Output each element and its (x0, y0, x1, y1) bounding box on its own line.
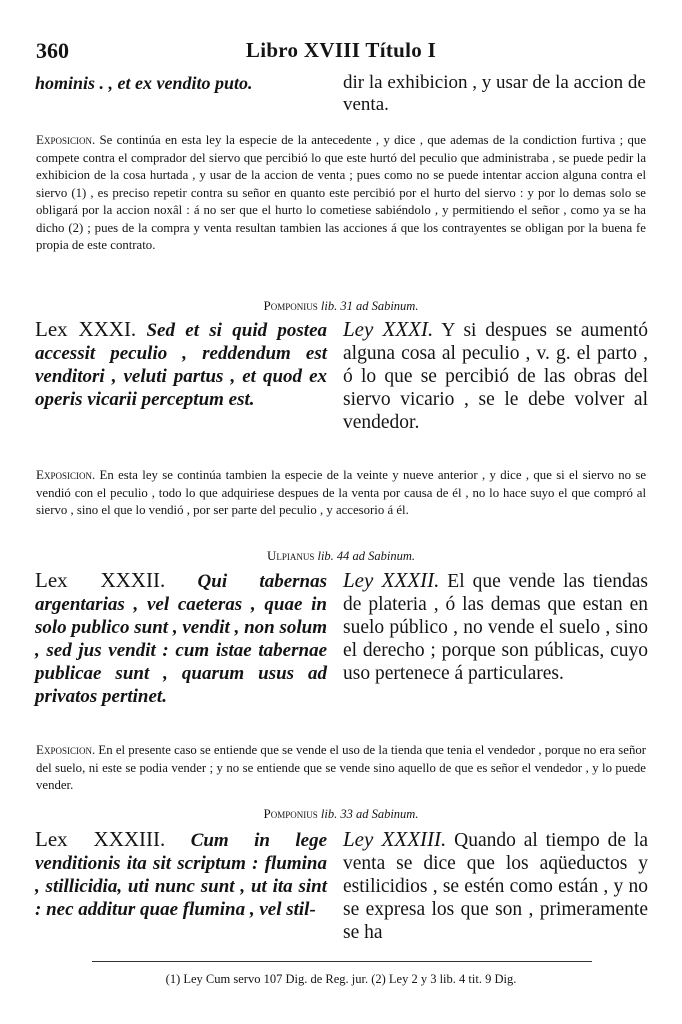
law-31-latin (35, 318, 327, 411)
exposition-text: En el presente caso se entiende que se vende el uso de la tienda que tenia el vendedor , porque no era señor del suelo, ni este se podia vender ; y no se entiende que se vende sino aquello de que es señor el vendedor , y lo puede vender. (36, 743, 646, 792)
law-33-latin-text: Cum in lege venditionis ita sit scriptum : flumina , stillicidia, uti nunc sunt , ut ita sint : nec additur quae flumina , vel stil- (35, 830, 328, 920)
continuation-block (35, 72, 645, 120)
source-author: Ulpianus (266, 548, 315, 563)
page-number: 360 (36, 38, 69, 63)
source-ref: lib. 31 ad Sabinum. (320, 299, 419, 313)
exposition-text: Se continúa en esta ley la especie de la antecedente , y dice , que ademas de la condiction furtiva ; que compete contra el comprador del siervo que percibió lo que este hurtó del peculio que administraba , se puede pedir la exhibicion de la cosa hurtada , y usar de la accion de venta ; pues como no se puede intentar accion alguna contra el siervo (1) , es preciso repetir contra su señor en quanto este percibió por el hurto del siervo : y por lo demas solo se obligará por la accion noxâl : á no ser que el hurto lo cometiese sabiéndolo , y permitiendo el señor , como ya se ha dicho (2) ; pues de la compra y venta resultan tambien las acciones á que los contrayentes se obligan por la buena fe propia de este contrato. (36, 133, 646, 252)
source-citation-3 (0, 806, 682, 822)
exposition-3 (36, 741, 646, 795)
exposition-label: Exposicion. (36, 742, 96, 757)
source-ref: lib. 33 ad Sabinum. (320, 807, 419, 821)
exposition-1 (36, 131, 646, 255)
exposition-label: Exposicion. (36, 132, 96, 147)
footnote-divider (92, 961, 592, 962)
law-33-spanish (343, 828, 648, 944)
page-header (0, 38, 682, 68)
source-citation-1 (0, 298, 682, 314)
source-author: Pomponius (263, 298, 318, 313)
law-33-latin-head: Lex XXXIII. (35, 827, 166, 851)
law-32-spanish-head: Ley XXXII. (343, 568, 440, 592)
continuation-spanish: dir la exhibicion , y usar de la accion de venta. (343, 72, 646, 115)
exposition-text: En esta ley se continúa tambien la especie de la veinte y nueve anterior , y dice , que si el siervo no se vendió con el peculio , todo lo que adquiriese despues de la venta por causa de él , no lo hace suyo el que compró al siervo , sino el que lo vendió , por ser parte del peculio , y accesorio á él. (36, 468, 646, 517)
law-31-spanish-text: Y si despues se aumentó alguna cosa al peculio , v. g. el parto , ó lo que se percibió de las obras del siervo vicario , se le debe volver al vendedor. (343, 320, 649, 433)
law-31-latin-head: Lex XXXI. (35, 317, 137, 341)
exposition-2 (36, 466, 646, 520)
law-33-spanish-text: Quando al tiempo de la venta se dice que los aqüeductos y estilicidios , se estén como están , y no se expresa los que son , primeramente se ha (343, 830, 648, 943)
footnotes: (1) Ley Cum servo 107 Dig. de Reg. jur. (2) Ley 2 y 3 lib. 4 tit. 9 Dig. (165, 972, 517, 986)
source-ref: lib. 44 ad Sabinum. (317, 549, 416, 563)
law-32-latin (35, 569, 327, 708)
source-author: Pomponius (263, 806, 318, 821)
exposition-label: Exposicion. (36, 467, 96, 482)
law-31-latin-text: Sed et si quid postea accessit peculio , reddendum est venditori , veluti partus , et quod ex operis vicarii perceptum est. (35, 320, 327, 410)
law-32-spanish-text: El que vende las tiendas de plateria , ó las demas que estan en suelo público , no vende el suelo , sino el derecho ; porque son públicas, cuyo uso pertenece á particulares. (343, 571, 648, 684)
running-title: Libro XVIII Título I (245, 38, 437, 62)
law-33-spanish-head: Ley XXXIII. (343, 827, 447, 851)
law-33-latin (35, 828, 327, 921)
source-citation-2 (0, 548, 682, 564)
law-32-latin-text: Qui tabernas argentarias , vel caeteras , quae in solo publico sunt , vendit , non solum , sed jus vendit : cum istae tabernae publicae sunt , quarum usus ad privatos pertinet. (35, 571, 328, 707)
continuation-latin: hominis . , et ex vendito puto. (35, 73, 253, 93)
law-31-spanish (343, 318, 648, 434)
law-32-latin-head: Lex XXXII. (35, 568, 166, 592)
law-32-spanish (343, 569, 648, 685)
law-31-spanish-head: Ley XXXI. (343, 317, 434, 341)
